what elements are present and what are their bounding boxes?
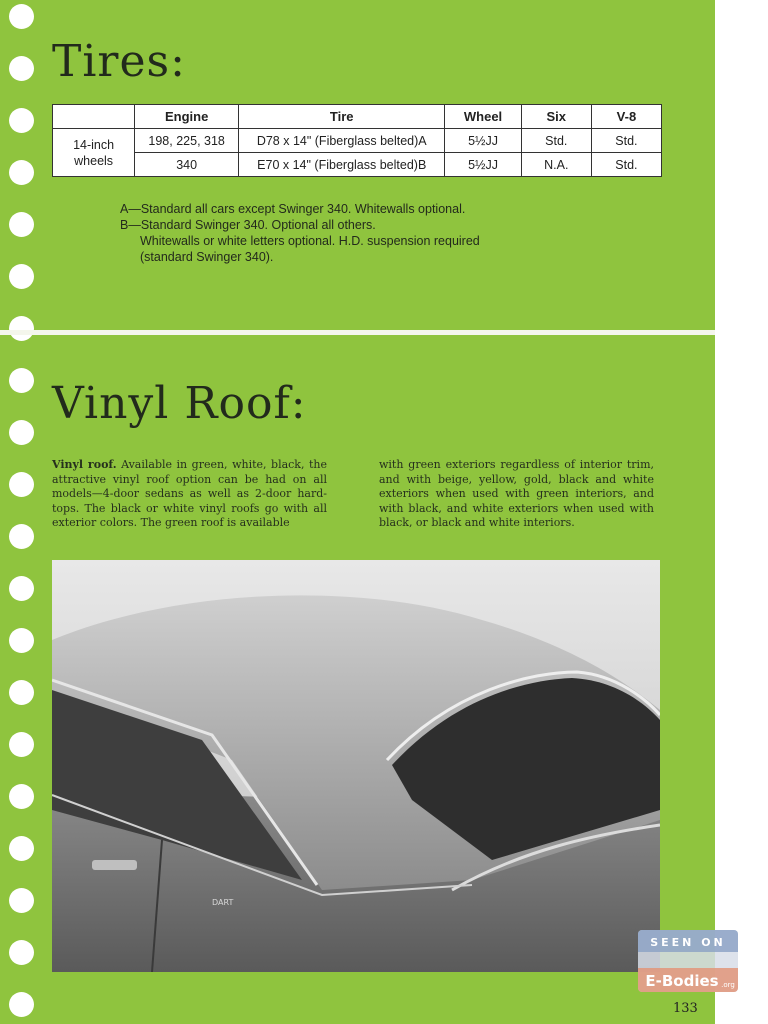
- binder-hole: [9, 888, 34, 913]
- row-group-label: [53, 129, 135, 177]
- page-number: 133: [673, 1001, 698, 1016]
- vinyl-roof-car-photo: [52, 560, 660, 972]
- footnote-b-continued: (standard Swinger 340).: [140, 250, 274, 264]
- binder-hole: [9, 940, 34, 965]
- tire-footnotes: [120, 201, 480, 265]
- cell-engine: 198, 225, 318: [135, 129, 239, 153]
- binder-hole: [9, 56, 34, 81]
- watermark-line2: E-Bodies: [645, 972, 719, 990]
- vinyl-roof-text-column-2: with green exteriors regardless of interior trim, and with beige, yellow, gold, black and white exteriors when used with green interiors, and with black, and white exteriors when used with black, or black and white interiors.: [379, 458, 654, 529]
- binder-hole: [9, 368, 34, 393]
- cell-v8: Std.: [591, 129, 661, 153]
- binder-hole: [9, 264, 34, 289]
- watermark-line1: SEEN ON: [650, 936, 726, 949]
- table-header-engine: Engine: [135, 105, 239, 129]
- watermark-suffix: .org: [721, 981, 735, 989]
- binder-hole: [9, 420, 34, 445]
- section-divider: [0, 330, 715, 335]
- cell-six: Std.: [521, 129, 591, 153]
- cell-engine: 340: [135, 153, 239, 177]
- binder-hole: [9, 472, 34, 497]
- binder-hole: [9, 212, 34, 237]
- binder-hole: [9, 732, 34, 757]
- cell-wheel: 5½JJ: [445, 129, 521, 153]
- binder-hole: [9, 4, 34, 29]
- binder-hole: [9, 680, 34, 705]
- vinyl-roof-lead: Vinyl roof.: [52, 458, 117, 471]
- table-header-row: [53, 105, 662, 129]
- car-badge: DART: [212, 898, 234, 907]
- binder-hole: [9, 108, 34, 133]
- vinyl-roof-text-column-1: [52, 458, 327, 531]
- tires-heading: Tires:: [52, 36, 186, 87]
- table-header-empty: [53, 105, 135, 129]
- footnote-b-continued: Whitewalls or white letters optional. H.D. suspension required: [140, 234, 480, 248]
- cell-tire: E70 x 14" (Fiberglass belted)B: [239, 153, 445, 177]
- binder-hole: [9, 992, 34, 1017]
- table-header-tire: Tire: [239, 105, 445, 129]
- row-group-label-line2: wheels: [74, 153, 114, 168]
- cell-v8: Std.: [591, 153, 661, 177]
- footnote-a: A—Standard all cars except Swinger 340. Whitewalls optional.: [120, 202, 466, 216]
- binder-hole: [9, 628, 34, 653]
- table-header-six: Six: [521, 105, 591, 129]
- binder-hole: [9, 160, 34, 185]
- binder-hole: [9, 836, 34, 861]
- table-row: [53, 129, 662, 153]
- binder-hole: [9, 316, 34, 341]
- cell-wheel: 5½JJ: [445, 153, 521, 177]
- binder-hole: [9, 524, 34, 549]
- vinyl-roof-heading: Vinyl Roof:: [52, 378, 307, 429]
- tire-spec-table: [52, 104, 662, 177]
- table-row: [53, 153, 662, 177]
- watermark-logo: [638, 930, 738, 992]
- row-group-label-line1: 14-inch: [73, 137, 115, 152]
- vinyl-roof-text-1: Available in green, white, black, the attractive vinyl roof option can be had on all models—4-door sedans as well as 2-door hard-tops. The black or white vinyl roofs go with all exterior colors. The green roof is available: [52, 458, 327, 529]
- table-header-wheel: Wheel: [445, 105, 521, 129]
- car-illustration: [52, 560, 660, 972]
- binder-hole: [9, 576, 34, 601]
- binder-hole: [9, 784, 34, 809]
- cell-tire: D78 x 14" (Fiberglass belted)A: [239, 129, 445, 153]
- table-header-v8: V-8: [591, 105, 661, 129]
- cell-six: N.A.: [521, 153, 591, 177]
- footnote-b: B—Standard Swinger 340. Optional all others.: [120, 218, 376, 232]
- watermark-badge: [638, 930, 738, 992]
